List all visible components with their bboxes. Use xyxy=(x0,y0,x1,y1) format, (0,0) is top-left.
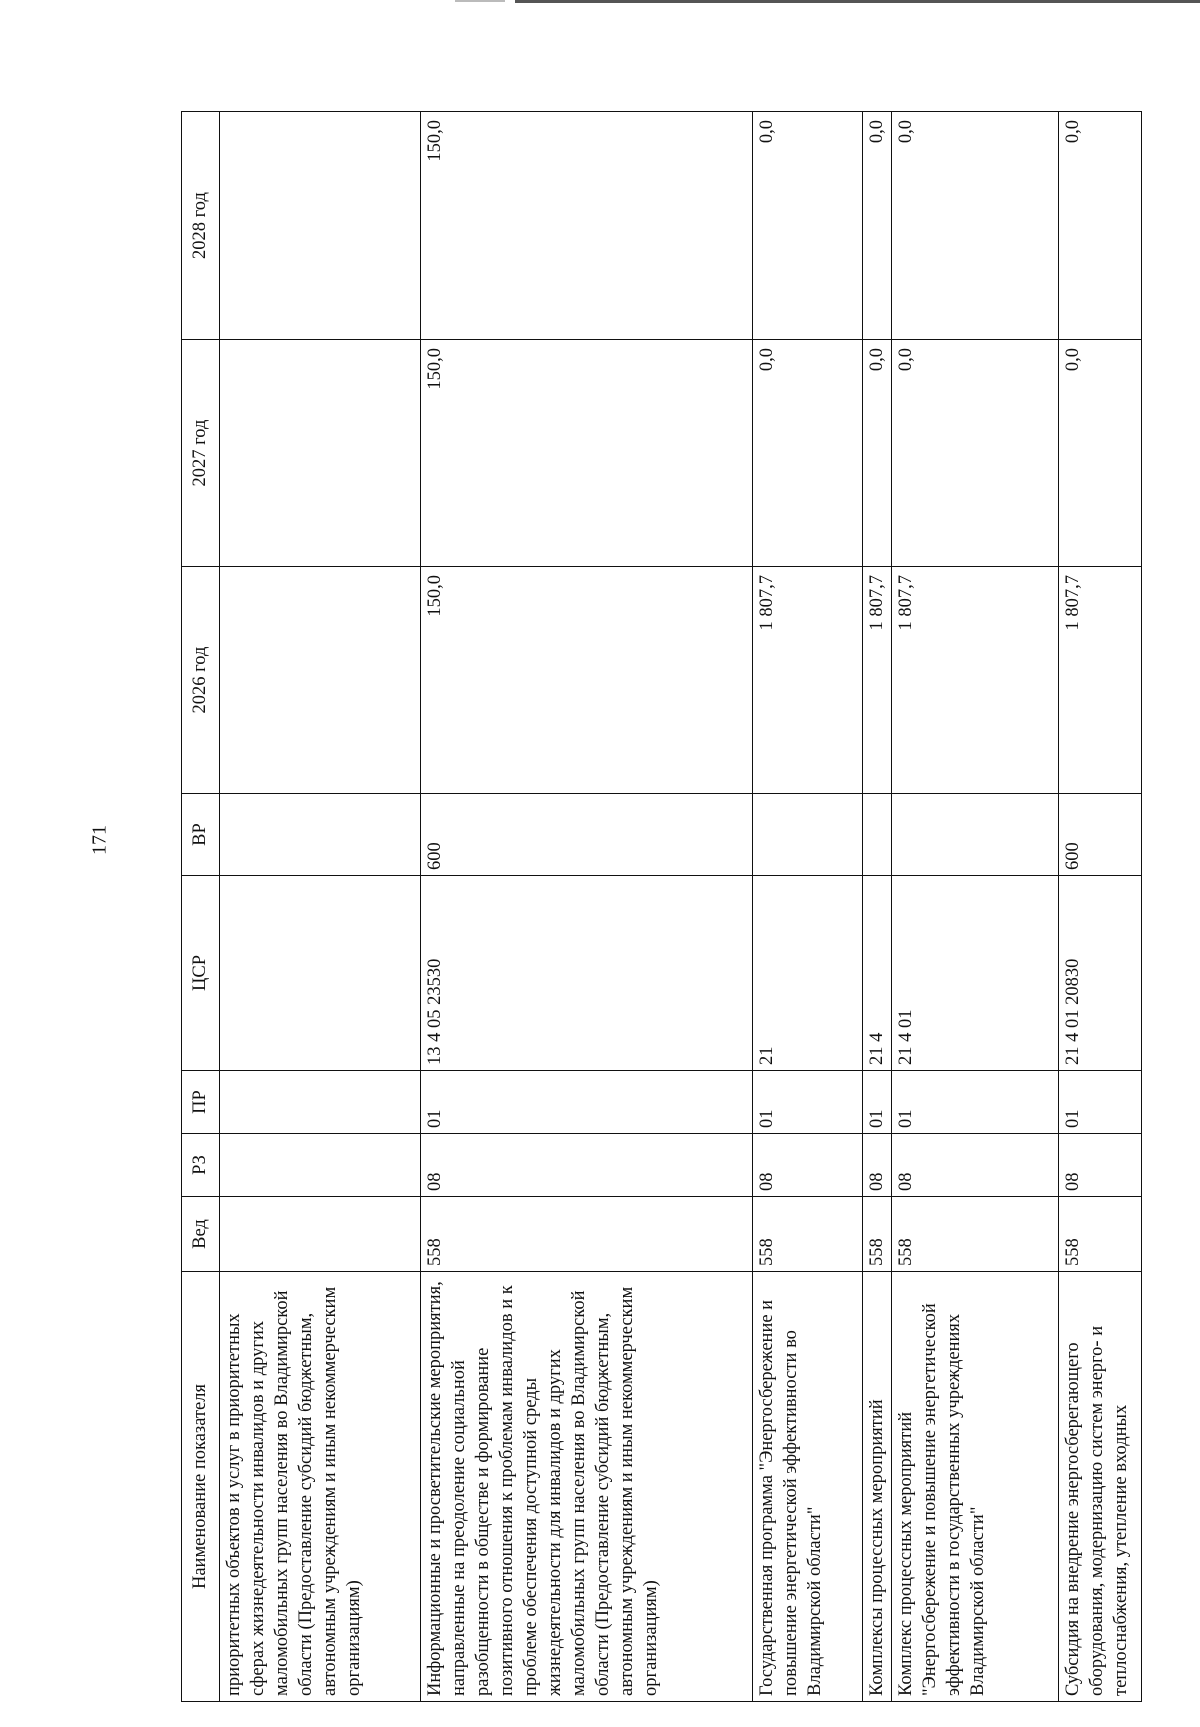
cell-vr xyxy=(892,794,1059,876)
table-row xyxy=(220,112,421,1702)
cell-2028 xyxy=(220,112,421,340)
cell-2027 xyxy=(220,340,421,567)
cell-name: Комплекс процессных мероприятий "Энергосбережение и повышение энергетической эффективности в государственных учреждениях Владимирской области" xyxy=(892,1272,1059,1702)
cell-csr: 21 4 01 20830 xyxy=(1059,876,1142,1071)
cell-rz: 08 xyxy=(421,1134,753,1197)
cell-2028: 0,0 xyxy=(892,112,1059,340)
cell-2028: 0,0 xyxy=(1059,112,1142,340)
header-pr: ПР xyxy=(182,1071,220,1134)
scan-edge-line xyxy=(0,0,1200,3)
cell-rz: 08 xyxy=(892,1134,1059,1197)
cell-vr: 600 xyxy=(421,794,753,876)
cell-csr xyxy=(220,876,421,1071)
cell-csr: 13 4 05 23530 xyxy=(421,876,753,1071)
cell-csr: 21 xyxy=(753,876,863,1071)
cell-pr xyxy=(220,1071,421,1134)
cell-ved xyxy=(220,1197,421,1272)
cell-2027: 0,0 xyxy=(1059,340,1142,567)
cell-name: Государственная программа "Энергосбережение и повышение энергетической эффективности во Владимирской области" xyxy=(753,1272,863,1702)
cell-rz: 08 xyxy=(863,1134,892,1197)
cell-pr: 01 xyxy=(1059,1071,1142,1134)
cell-csr: 21 4 01 xyxy=(892,876,1059,1071)
header-name: Наименование показателя xyxy=(182,1272,220,1702)
header-ved: Вед xyxy=(182,1197,220,1272)
header-2026: 2026 год xyxy=(182,567,220,794)
page-number: 171 xyxy=(88,825,111,855)
cell-vr xyxy=(753,794,863,876)
cell-name: Комплексы процессных мероприятий xyxy=(863,1272,892,1702)
cell-name: Субсидия на внедрение энергосберегающего оборудования, модернизацию систем энерго- и теплоснабжения, утепление входных xyxy=(1059,1272,1142,1702)
table-row xyxy=(863,112,892,1702)
cell-2028: 150,0 xyxy=(421,112,753,340)
cell-2026: 1 807,7 xyxy=(1059,567,1142,794)
cell-2026: 1 807,7 xyxy=(863,567,892,794)
scan-edge-dark xyxy=(515,0,1200,3)
cell-2026: 150,0 xyxy=(421,567,753,794)
table-row xyxy=(421,112,753,1702)
scan-edge-light xyxy=(455,0,505,2)
cell-ved: 558 xyxy=(892,1197,1059,1272)
cell-2027: 0,0 xyxy=(863,340,892,567)
cell-2026 xyxy=(220,567,421,794)
cell-name: приоритетных объектов и услуг в приоритетных сферах жизнедеятельности инвалидов и других маломобильных групп населения во Владимирской области (Предоставление субсидий бюджетным, автономным учреждениям и иным некоммерческим организациям) xyxy=(220,1272,421,1702)
cell-csr: 21 4 xyxy=(863,876,892,1071)
cell-2026: 1 807,7 xyxy=(892,567,1059,794)
cell-name: Информационные и просветительские мероприятия, направленные на преодоление социальной разобщенности в обществе и формирование позитивного отношения к проблемам инвалидов и к проблеме обеспечения доступной среды жизнедеятельности для инвалидов и других маломобильных групп населения во Владимирской области (Предоставление субсидий бюджетным, автономным учреждениям и иным некоммерческим организациям) xyxy=(421,1272,753,1702)
header-2027: 2027 год xyxy=(182,340,220,567)
cell-2027: 150,0 xyxy=(421,340,753,567)
cell-pr: 01 xyxy=(892,1071,1059,1134)
table-row xyxy=(753,112,863,1702)
cell-pr: 01 xyxy=(421,1071,753,1134)
table-row xyxy=(1059,112,1142,1702)
cell-rz: 08 xyxy=(753,1134,863,1197)
budget-table xyxy=(181,111,1142,1702)
table-row xyxy=(892,112,1059,1702)
cell-vr: 600 xyxy=(1059,794,1142,876)
header-csr: ЦСР xyxy=(182,876,220,1071)
cell-ved: 558 xyxy=(753,1197,863,1272)
header-rz: РЗ xyxy=(182,1134,220,1197)
cell-2027: 0,0 xyxy=(753,340,863,567)
cell-ved: 558 xyxy=(1059,1197,1142,1272)
cell-2027: 0,0 xyxy=(892,340,1059,567)
cell-vr xyxy=(220,794,421,876)
cell-ved: 558 xyxy=(863,1197,892,1272)
cell-pr: 01 xyxy=(863,1071,892,1134)
cell-pr: 01 xyxy=(753,1071,863,1134)
rotated-table-container xyxy=(181,112,1140,1702)
table-header-row xyxy=(182,112,220,1702)
cell-vr xyxy=(863,794,892,876)
cell-rz xyxy=(220,1134,421,1197)
cell-2028: 0,0 xyxy=(753,112,863,340)
cell-2026: 1 807,7 xyxy=(753,567,863,794)
header-vr: ВР xyxy=(182,794,220,876)
header-2028: 2028 год xyxy=(182,112,220,340)
cell-2028: 0,0 xyxy=(863,112,892,340)
cell-rz: 08 xyxy=(1059,1134,1142,1197)
cell-ved: 558 xyxy=(421,1197,753,1272)
